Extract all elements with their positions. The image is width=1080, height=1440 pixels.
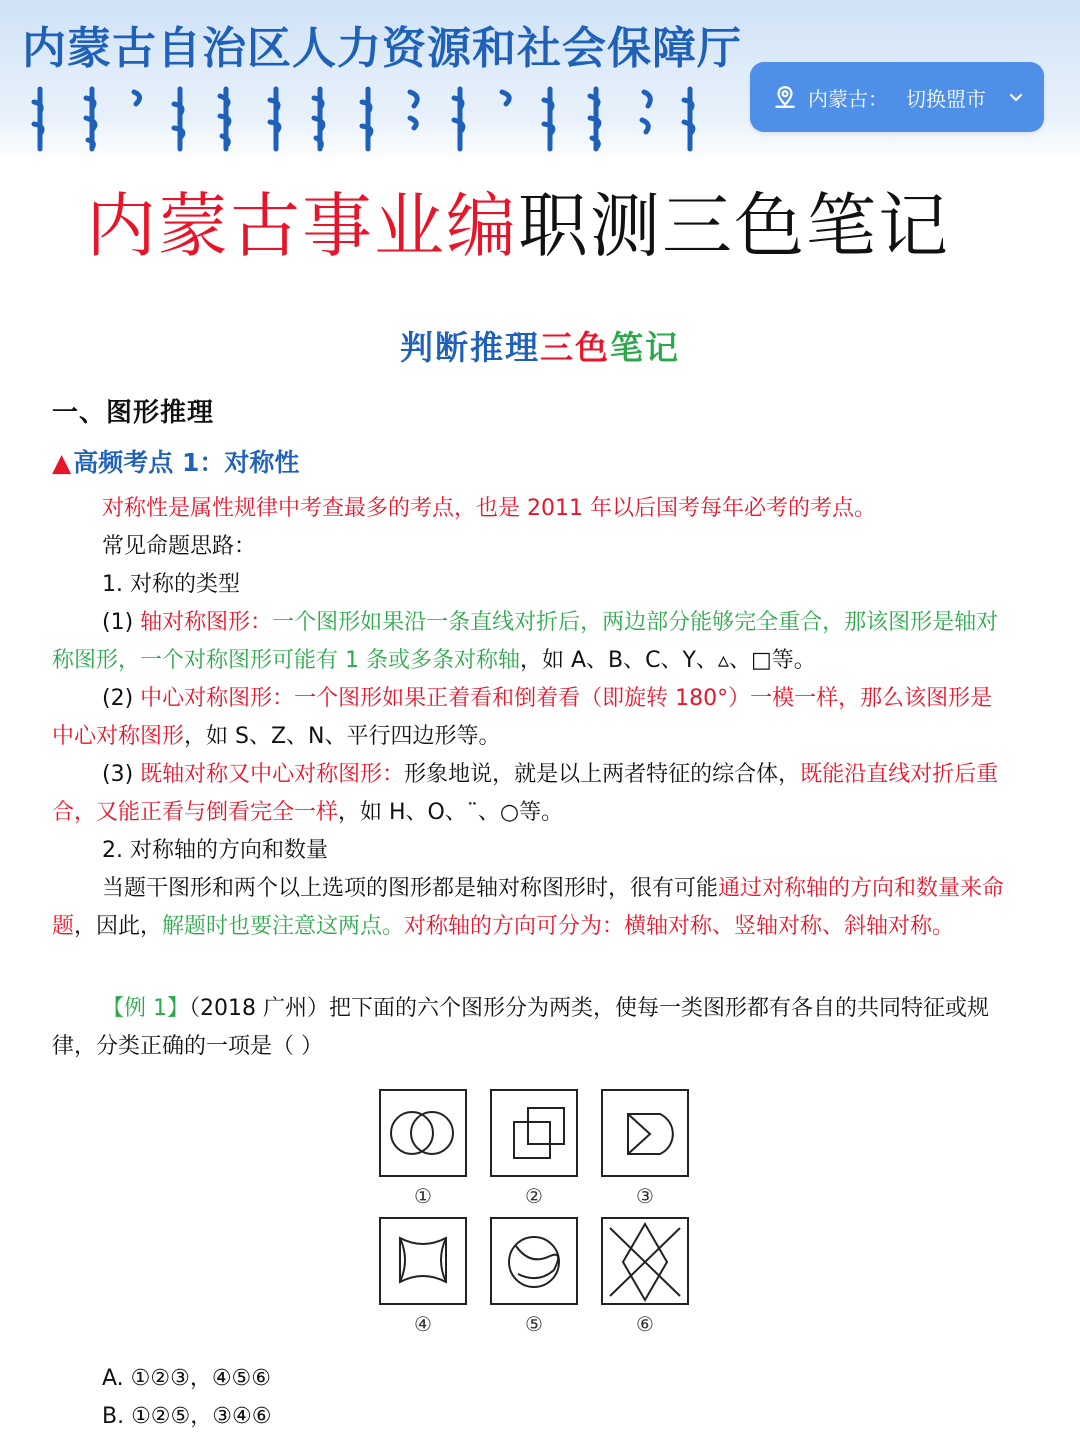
example-text: （2018 广州）把下面的六个图形分为两类，使每一类图形都有各自的共同特征或规律，分类正确的一项是（ ） [52, 996, 989, 1059]
intro-paragraph [52, 490, 1012, 528]
both-symmetry-paragraph [52, 756, 1012, 832]
location-pin-icon [772, 84, 798, 110]
figure-5-box [491, 1218, 577, 1304]
figure-label-1: ① [414, 1184, 432, 1208]
figure-5-circle [509, 1237, 559, 1287]
point-title: 高频考点 1：对称性 [73, 448, 300, 477]
region-switch-button[interactable] [750, 62, 1044, 132]
item2-heading: 2. 对称轴的方向和数量 [102, 838, 328, 863]
p4-red2: 对称轴的方向可分为：横轴对称、竖轴对称、斜轴对称。 [404, 914, 955, 939]
figure-4-shape [400, 1238, 446, 1282]
subtitle-green: 笔记 [610, 328, 680, 367]
p1-red: 轴对称图形： [140, 610, 273, 635]
intro-text: 对称性是属性规律中考查最多的考点，也是 2011 年以后国考每年必考的考点。 [102, 496, 876, 521]
figure-2-square-back [528, 1108, 564, 1144]
p2-black: ，如 S、Z、N、平行四边形等。 [184, 724, 501, 749]
title-black-part: 职测三色笔记 [518, 185, 950, 267]
section-heading: 一、图形推理 [52, 398, 215, 428]
figure-4-box [380, 1218, 466, 1304]
subtitle-red: 三色 [540, 328, 610, 367]
axial-symmetry-paragraph [52, 604, 1012, 680]
example-tag: 【例 1】 [102, 996, 189, 1021]
central-symmetry-paragraph [52, 680, 1012, 756]
p3-red: 既轴对称又中心对称图形： [140, 762, 405, 787]
p3-red2: 既能沿直线对折后重合，又能正看与倒看完全一样 [52, 762, 999, 825]
figure-label-2: ② [525, 1184, 543, 1208]
option-b[interactable]: B. ①②⑤，③④⑥ [102, 1404, 272, 1429]
p1-prefix: (1) [102, 610, 141, 635]
figure-2-square-front [514, 1122, 550, 1158]
p2-prefix: (2) [102, 686, 141, 711]
section-subtitle [0, 322, 1080, 369]
region-switch-label: 切换盟市 [906, 86, 986, 111]
p3-black1: 形象地说，就是以上两者特征的综合体， [404, 762, 801, 787]
region-label: 内蒙古： [808, 86, 888, 111]
mongolian-script-decoration [30, 84, 720, 154]
p4-red1: 通过对称轴的方向和数量来命题 [52, 876, 1005, 939]
p2-red: 中心对称图形：一个图形如果正着看和倒着看（即旋转 180°）一模一样，那么该图形是中心对称图形 [52, 686, 993, 749]
example-paragraph [52, 990, 1012, 1066]
figure-3-box [602, 1090, 688, 1176]
option-a[interactable]: A. ①②③，④⑤⑥ [102, 1366, 271, 1391]
triangle-marker-icon: ▲ [52, 448, 72, 477]
p4-black2: ，因此， [74, 914, 163, 939]
figure-label-5: ⑤ [525, 1312, 543, 1336]
figure-label-4: ④ [414, 1312, 432, 1336]
p3-black2: ，如 H、O、¨、○等。 [338, 800, 564, 825]
figure-svg [378, 1088, 698, 1338]
figure-6-shape [610, 1224, 680, 1300]
p4-green: 解题时也要注意这两点。 [162, 914, 405, 939]
figure-3-shape [628, 1114, 673, 1154]
p1-green: 一个图形如果沿一条直线对折后，两边部分能够完全重合，那该图形是轴对称图形，一个对称图形可能有 1 条或多条对称轴 [52, 610, 999, 673]
p3-prefix: (3) [102, 762, 141, 787]
point-heading [52, 443, 299, 479]
header-banner [0, 0, 1080, 158]
subtitle-blue: 判断推理 [400, 328, 540, 367]
org-title: 内蒙古自治区人力资源和社会保障厅 [22, 23, 742, 74]
chevron-down-icon [1008, 89, 1024, 105]
p4-black1: 当题干图形和两个以上选项的图形都是轴对称图形时，很有可能 [102, 876, 719, 901]
p1-black: ，如 A、B、C、Y、▵、□等。 [520, 648, 816, 673]
item1-heading: 1. 对称的类型 [102, 572, 240, 597]
approach-line: 常见命题思路： [102, 534, 257, 559]
axis-direction-paragraph [52, 870, 1012, 946]
figure-label-3: ③ [636, 1184, 654, 1208]
figure-label-6: ⑥ [636, 1312, 654, 1336]
example-figure-grid [378, 1088, 698, 1338]
page-title [86, 170, 950, 271]
title-red-part: 内蒙古事业编 [86, 185, 518, 267]
figure-5-curve [516, 1246, 558, 1278]
